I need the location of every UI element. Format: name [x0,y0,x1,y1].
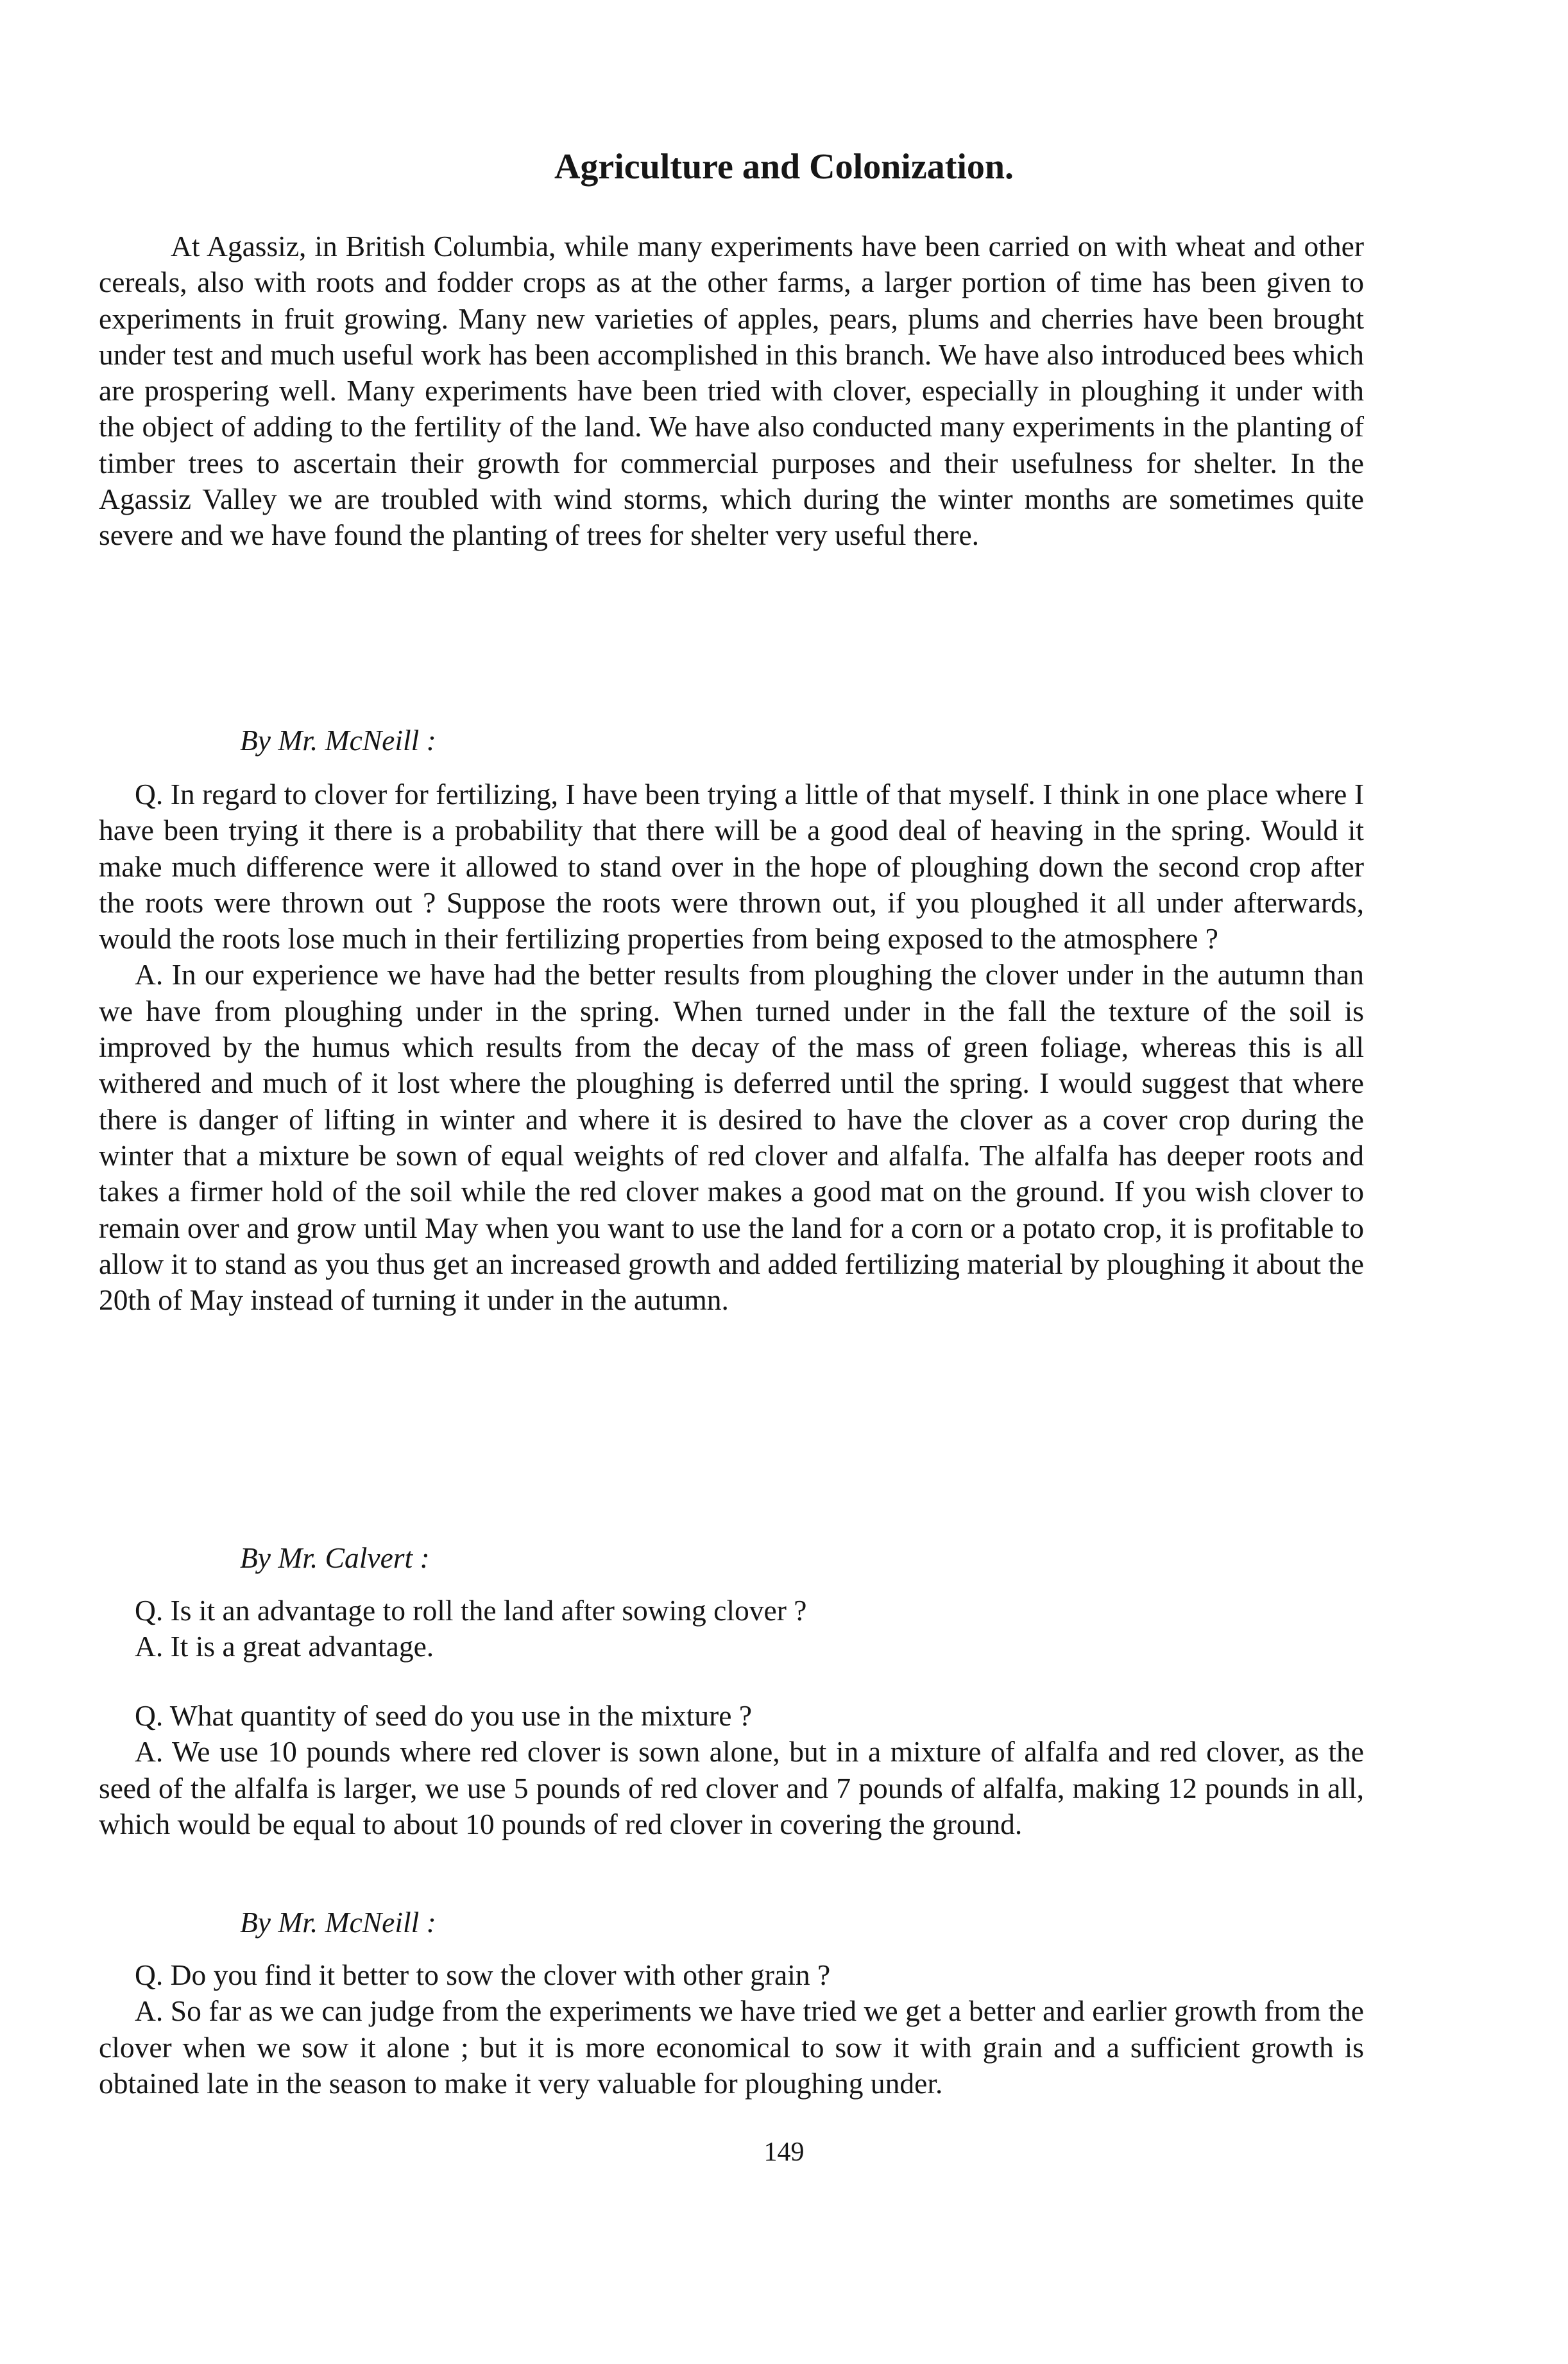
question-paragraph: Q. Is it an advantage to roll the land after sowing clover ? [135,1594,807,1627]
question-paragraph: Q. What quantity of seed do you use in the mixture ? [135,1699,753,1732]
page-title: Agriculture and Colonization. [554,147,1014,187]
answer-paragraph: A. We use 10 pounds where red clover is sown alone, but in a mixture of alfalfa and red clover, as the seed of the alfalfa is larger, we use 5 pounds of red clover and 7 pounds of alfalfa, making 12 pounds in all, which would be equal to about 10 pounds of red clover in covering the ground. [99,1735,1364,1840]
question-paragraph: Q. Do you find it better to sow the clover with other grain ? [135,1958,831,1991]
qa-block [99,1957,1364,2102]
answer-paragraph: A. In our experience we have had the better results from ploughing the clover under in the autumn than we have from ploughing under in the spring. When turned under in the fall the texture of the soil is improved by the humus which results from the decay of the mass of green foliage, whereas this is all withered and much of it lost where the ploughing is deferred until the spring. I would suggest that where there is danger of lifting in winter and where it is desired to have the clover as a cover crop during the winter that a mixture be sown of equal weights of red clover and alfalfa. The alfalfa has deeper roots and takes a firmer hold of the soil while the red clover makes a good mat on the ground. If you wish clover to remain over and grow until May when you want to use the land for a corn or a potato crop, it is profitable to allow it to stand as you thus get an increased growth and added fertilizing material by ploughing it about the 20th of May instead of turning it under in the autumn. [99,958,1364,1317]
page-number: 149 [763,2137,805,2167]
intro-paragraph: At Agassiz, in British Columbia, while many experiments have been carried on with wheat and other cereals, also with roots and fodder crops as at the other farms, a larger portion of time has been given to experiments in fruit growing. Many new varieties of apples, pears, plums and cherries have been brought under test and much useful work has been accomplished in this branch. We have also introduced bees which are prospering well. Many experiments have been tried with clover, especially in ploughing it under with the object of adding to the fertility of the land. We have also conducted many experiments in the planting of timber trees to ascertain their growth for commercial purposes and their usefulness for shelter. In the Agassiz Valley we are troubled with wind storms, which during the winter months are sometimes quite severe and we have found the planting of trees for shelter very useful there. [99,230,1364,552]
qa-block [99,776,1364,1318]
intro-block [99,228,1364,554]
question-paragraph: Q. In regard to clover for fertilizing, I have been trying a little of that myself. I think in one place where I have been trying it there is a probability that there will be a good deal of heaving in the spring. Would it make much difference were it allowed to stand over in the hope of ploughing down the second crop after the roots were thrown out ? Suppose the roots were thrown out, if you ploughed it all under afterwards, would the roots lose much in their fertilizing properties from being exposed to the atmosphere ? [99,778,1364,955]
speaker-heading: By Mr. McNeill : [240,1906,436,1939]
qa-block [99,1593,1364,1665]
qa-block [99,1698,1364,1842]
answer-paragraph: A. It is a great advantage. [135,1630,434,1663]
answer-paragraph: A. So far as we can judge from the experiments we have tried we get a better and earlier growth from the clover when we sow it alone ; but it is more economical to sow it with grain and a sufficient growth is obtained late in the season to make it very valuable for ploughing under. [99,1994,1364,2100]
speaker-heading: By Mr. Calvert : [240,1541,430,1574]
speaker-heading: By Mr. McNeill : [240,724,436,757]
